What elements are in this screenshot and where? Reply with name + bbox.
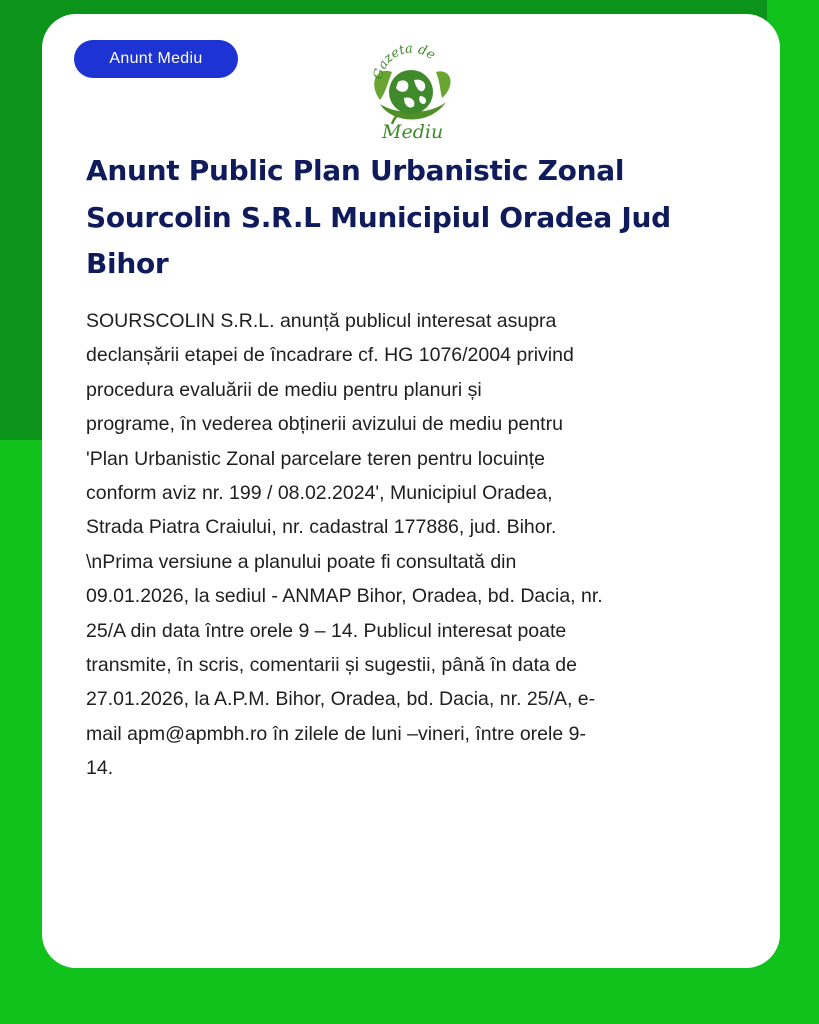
article-body: SOURSCOLIN S.R.L. anunță publicul interesat asupra declanșării etapei de încadrare cf. HG 1076/2004 privind procedura evaluării de mediu pentru planuri și programe, în vederea obținerii avizului de mediu pentru 'Plan Urbanistic Zonal parcelare teren pentru locuințe conform aviz nr. 199 / 08.02.2024', Municipiul Oradea, Strada Piatra Craiului, nr. cadastral 177886, jud. Bihor. \nPrima versiune a planului poate fi consultată din 09.01.2026, la sediul - ANMAP Bihor, Oradea, bd. Dacia, nr. 25/A din data între orele 9 – 14. Publicul interesat poate transmite, în scris, comentarii și sugestii, până în data de 27.01.2026, la A.P.M. Bihor, Oradea, bd. Dacia, nr. 25/A, e- mail apm@apmbh.ro în zilele de luni –vineri, între orele 9- 14. [86,310,603,780]
announcement-card [42,14,780,968]
gazeta-de-mediu-logo [358,38,464,142]
svg-text:Gazeta de: Gazeta de [370,41,438,81]
svg-text:Mediu: Mediu [382,121,444,142]
globe-leaf-icon [358,38,464,142]
article-title: Anunt Public Plan Urbanistic Zonal Sourcolin S.R.L Municipiul Oradea Jud Bihor [86,154,671,280]
category-badge[interactable]: Anunt Mediu [74,40,238,78]
